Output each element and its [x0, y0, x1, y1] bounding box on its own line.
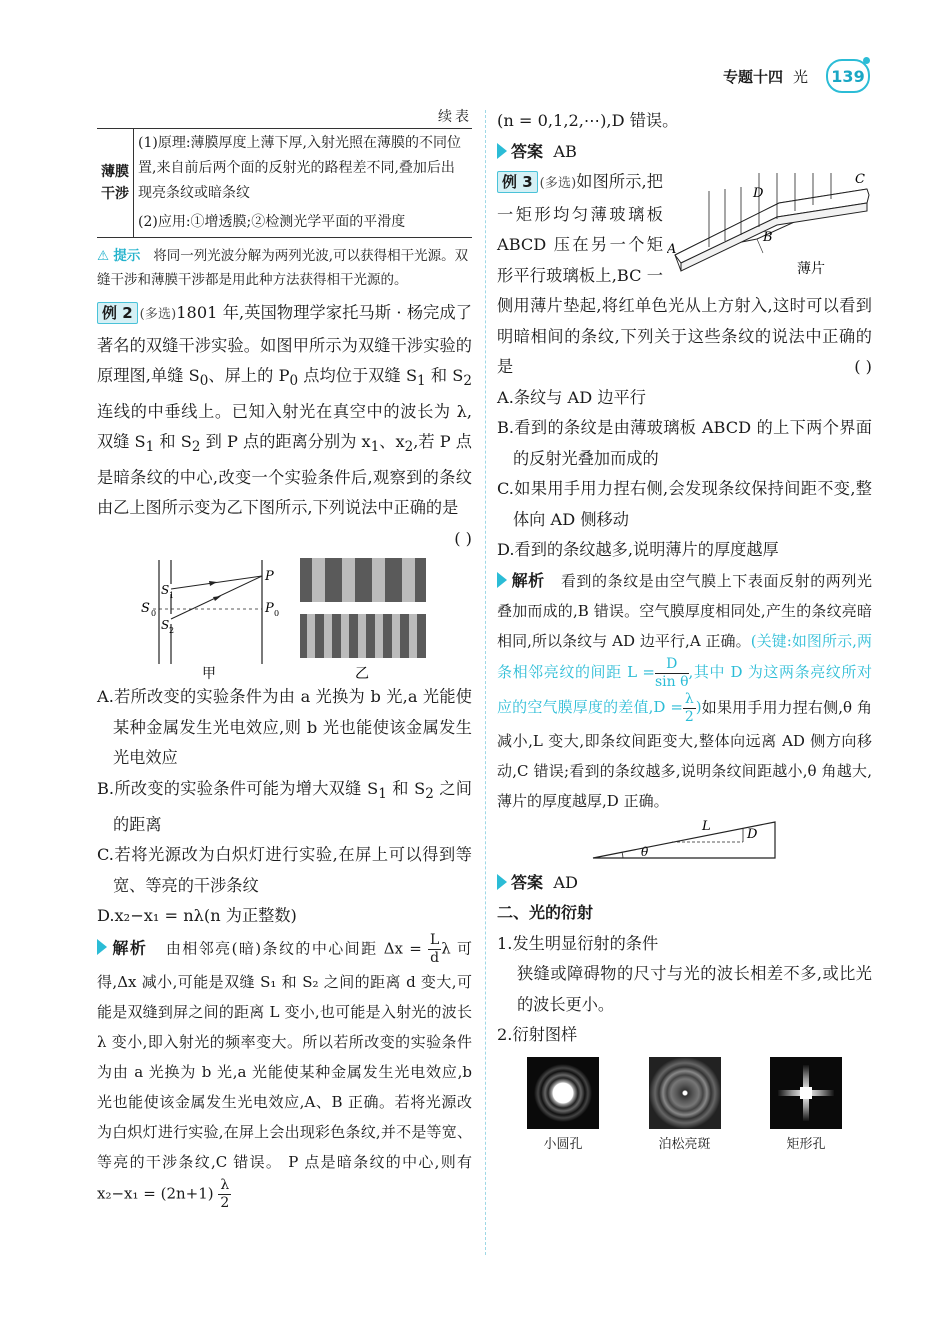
- analysis-label: 解析: [111, 938, 148, 958]
- example-3-block: [497, 167, 872, 383]
- wedge-figure: [497, 816, 872, 864]
- item-1-text: 狭缝或障碍物的尺寸与光的波长相差不多,或比光的波长更小。: [517, 964, 872, 1014]
- example-3-stem: 例 3 (多选)如图所示,把一矩形均匀薄玻璃板 ABCD 压在另一个矩形平行玻璃板上,BC 一侧用薄片垫起,将红单色光从上方射入,这时可以看到明暗相间的条纹,下列关于这些条纹的说法中正确的是 ( ): [497, 167, 872, 383]
- ex3-option-a: A.条纹与 AD 边平行: [497, 387, 646, 407]
- label-c: C: [855, 172, 865, 187]
- label-a: A: [667, 242, 677, 257]
- ex3-option-c: C.如果用手用力捏右侧,会发现条纹保持间距不变,整体向 AD 侧移动: [497, 479, 872, 529]
- pattern-rect-hole: 矩形孔: [770, 1057, 842, 1152]
- pattern-poisson-spot: 泊松亮斑: [649, 1057, 721, 1152]
- ex2-option-a: A.若所改变的实验条件为由 a 光换为 b 光,a 光能使某种金属发生光电效应,则 b 光也能使该金属发生光电效应: [97, 687, 472, 768]
- arrow-icon: [497, 572, 507, 588]
- caption-yi: 乙: [355, 666, 369, 683]
- answer-bracket: ( ): [854, 357, 872, 376]
- label-p0: P: [265, 601, 274, 617]
- label-wedge-d: D: [747, 826, 758, 842]
- item-1-title: 1.发生明显衍射的条件: [497, 933, 659, 953]
- ex3-answer: 答案 AD: [497, 868, 872, 899]
- ex2-option-b: B.所改变的实验条件可能为增大双缝 $S_1$ 和 $S_2$ 之间的距离: [97, 778, 472, 834]
- ex2-answer: 答案 AB: [497, 137, 872, 168]
- fringe-pattern-lower: [300, 614, 426, 658]
- arrow-icon: [97, 939, 107, 955]
- arrow-icon: [497, 143, 507, 159]
- topic-title: 光: [792, 67, 808, 86]
- label-l: L: [702, 818, 711, 834]
- continued-label: 续表: [438, 109, 472, 125]
- ex2-option-d: D.x₂−x₁ = nλ(n 为正整数): [97, 906, 297, 926]
- svg-text:0: 0: [151, 609, 157, 619]
- ex3-analysis: 解析 看到的条纹是由空气膜上下表面反射的两列光叠加而成的,B 错误。空气膜厚度相同处,产生的条纹亮暗相同,所以条纹与 AD 边平行,A 正确。(关键:如图所示,两条相邻亮纹的间距 L = $\frac{D}{\text{sin θ}}$ ,其中 D 为这两条亮纹所对应的空气膜厚度的差值,D = $\frac{\lambda}{2}$ )如果用手用力捏右侧,θ 角减小,L 变大,即条纹间距变大,整体向远离 AD 侧方向移动,C 错误;看到的条纹越多,说明条纹间距越小,θ 角越大,薄片的厚度越厚,D 正确。: [497, 570, 872, 810]
- tip-text: 将同一列光波分解为两列光波,可以获得相干光源。双缝干涉和薄膜干涉都是用此种方法获得相干光源的。: [97, 248, 469, 288]
- chapter-title: 专题十四: [722, 67, 783, 86]
- label-d: D: [753, 186, 764, 201]
- item-2-title: 2.衍射图样: [497, 1025, 578, 1044]
- svg-text:2: 2: [169, 626, 175, 636]
- key-note: (关键:如图所示,两条相邻亮纹的间距 L = $\frac{D}{\text{sin θ}}$ ,其中 D 为这两条亮纹所对应的空气膜厚度的差值,D = $\frac{\lambda}{2}$ ): [497, 631, 872, 725]
- label-s1: S: [161, 583, 170, 598]
- glass-plate-figure: [667, 167, 872, 285]
- label-thin-piece: 薄片: [797, 261, 825, 277]
- diffraction-patterns: [497, 1057, 872, 1152]
- left-column: [97, 102, 472, 1212]
- fraction-lambda-over-2: $\frac{\lambda}{2}$: [220, 1176, 230, 1211]
- film-interference-table: [97, 128, 472, 238]
- label-p: P: [265, 569, 274, 585]
- page-number: 139: [826, 59, 870, 93]
- page-header: [723, 58, 870, 94]
- ex2-analysis-continued: (n = 0,1,2,⋯),D 错误。: [497, 111, 679, 130]
- tip-label: 提示: [113, 248, 141, 264]
- section-diffraction: 二、光的衍射: [497, 903, 594, 922]
- warning-icon: ⚠: [97, 248, 110, 264]
- example-3-label: 例 3: [497, 171, 538, 193]
- column-divider: [485, 110, 486, 1255]
- table-head: 薄膜干涉: [97, 129, 134, 238]
- table-application: (2)应用:①增透膜;②检测光学平面的平滑度: [134, 208, 473, 238]
- arrow-icon: [497, 874, 507, 890]
- fraction-l-over-d: $\frac{L}{d}$: [429, 931, 440, 966]
- fringe-pattern-upper: [300, 558, 426, 602]
- ex3-option-b: B.看到的条纹是由薄玻璃板 ABCD 的上下两个界面的反射光叠加而成的: [497, 418, 872, 468]
- double-slit-figure: [97, 554, 472, 682]
- tip-box: [97, 244, 472, 292]
- pattern-small-hole: 小圆孔: [527, 1057, 599, 1152]
- answer-bracket: ( ): [454, 528, 472, 548]
- svg-text:0: 0: [274, 609, 280, 619]
- label-s2: S: [161, 618, 170, 633]
- label-theta: θ: [641, 844, 649, 859]
- ex2-option-c: C.若将光源改为白炽灯进行实验,在屏上可以得到等宽、等亮的干涉条纹: [97, 845, 472, 895]
- right-column: [497, 106, 872, 1152]
- double-slit-diagram: [141, 560, 279, 664]
- svg-text:1: 1: [169, 591, 175, 601]
- table-principle: (1)原理:薄膜厚度上薄下厚,入射光照在薄膜的不同位置,来自前后两个面的反射光的路程差不同,叠加后出现亮条纹或暗条纹: [134, 129, 473, 209]
- example-2-stem: 例 2 (多选)1801 年,英国物理学家托马斯 · 杨完成了著名的双缝干涉实验。如图甲所示为双缝干涉实验的原理图,单缝 $S_0$、屏上的 $P_0$ 点均位于双缝 $S_1$ 和 $S_2$ 连线的中垂线上。已知入射光在真空中的波长为 λ,双缝 $S_1$ 和 $S_2$ 到 P 点的距离分别为 $x_1$、$x_2$,若 P 点是暗条纹的中心,改变一个实验条件后,观察到的条纹由乙上图所示变为乙下图所示,下列说法中正确的是 ( ): [97, 298, 472, 524]
- label-s0: S: [141, 601, 150, 617]
- example-2-label: 例 2: [97, 302, 138, 324]
- label-b: B: [763, 230, 773, 245]
- caption-jia: 甲: [202, 666, 216, 683]
- ex3-option-d: D.看到的条纹越多,说明薄片的厚度越厚: [497, 540, 779, 559]
- ex2-analysis: 解析 由相邻亮(暗)条纹的中心间距 Δx = $\frac{L}{d}$ λ 可得,Δx 减小,可能是双缝 S₁ 和 S₂ 之间的距离 d 变大,可能是双缝到屏之间的距离 L 变小,也可能是入射光的波长 λ 变小,即入射光的频率变大。所以若所改变的实验条件为由 a 光换为 b 光,a 光能使某种金属发生光电效应,b 光也能使该金属发生光电效应,A、B 正确。若将光源改为白炽灯进行实验,在屏上会出现彩色条纹,并不是等宽、等亮的干涉条纹,C 错误。 P 点是暗条纹的中心,则有 x₂−x₁ = (2n+1) $\frac{\lambda}{2}$: [97, 931, 472, 1211]
